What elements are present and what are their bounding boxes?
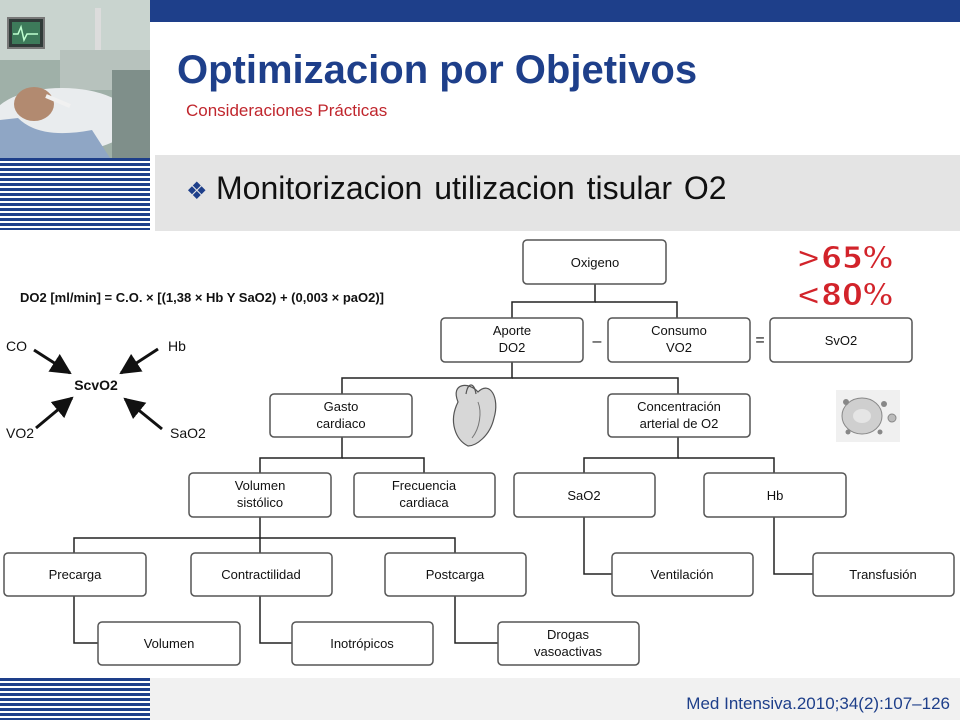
node-sao2 [514,473,655,517]
minus-operator: – [592,333,602,350]
node-oxigeno [523,240,666,284]
svg-text:Volumen: Volumen [143,636,195,651]
svg-text:Inotrópicos: Inotrópicos [330,636,394,651]
arrow-hb [121,349,158,373]
svg-text:sistólico: sistólico [236,495,284,510]
page-title: Optimizacion por Objetivos [177,48,698,92]
equals-operator: = [755,332,765,349]
svg-text:Volumen: Volumen [234,478,286,493]
node-consumo [608,318,750,362]
decorative-stripes-top [0,158,150,230]
oxygen-delivery-diagram [0,232,960,678]
node-postcarga [385,553,526,596]
diamond-bullet-icon: ❖ [186,178,208,205]
node-svo2 [770,318,912,362]
heart-icon [453,385,495,446]
svg-text:Postcarga: Postcarga [425,567,485,582]
red-blood-cells-icon [836,390,900,442]
node-precarga [4,553,146,596]
hb-input-label: Hb [168,338,186,354]
node-drogas-vasoactivas [498,622,639,665]
node-gasto-cardiaco [270,394,412,437]
bullet-text: Monitorizacion utilizacion tisular O2 [216,170,727,206]
svg-text:Gasto: Gasto [323,399,359,414]
vo2-input-label: VO2 [6,425,35,441]
do2-formula: DO2 [ml/min] = C.O. × [(1,38 × Hb Y SaO2) + (0,003 × paO2)] [20,290,385,305]
node-volumen [98,622,240,665]
arrow-vo2 [36,398,72,428]
page-subtitle: Consideraciones Prácticas [186,101,388,120]
svg-text:vasoactivas: vasoactivas [534,644,602,659]
icu-patient-photo [0,0,150,158]
node-inotropicos [292,622,433,665]
arrow-sao2 [125,399,162,429]
svg-text:Concentración: Concentración [637,399,721,414]
scvo2-label: ScvO2 [74,377,118,393]
svg-text:Aporte: Aporte [492,323,532,338]
node-hb [704,473,846,517]
svg-text:Hb: Hb [766,488,784,503]
svg-text:cardiaca: cardiaca [399,495,449,510]
target-low: <80% [796,278,893,313]
node-transfusion [813,553,954,596]
svg-text:Oxigeno: Oxigeno [570,255,620,270]
node-ventilacion [612,553,753,596]
svg-text:Drogas: Drogas [547,627,589,642]
node-contractilidad [191,553,332,596]
svg-text:VO2: VO2 [665,340,693,355]
co-label: CO [6,338,27,354]
svg-text:Ventilación: Ventilación [650,567,714,582]
svg-text:SaO2: SaO2 [567,488,601,503]
target-high: >65% [796,241,893,276]
sao2-input-label: SaO2 [170,425,206,441]
citation: Med Intensiva.2010;34(2):107–126 [686,694,950,713]
svg-text:DO2: DO2 [498,340,526,355]
svg-text:Contractilidad: Contractilidad [221,567,301,582]
arrow-co [34,350,70,373]
svg-text:Transfusión: Transfusión [849,567,917,582]
top-header-bar [150,0,960,22]
svg-text:Consumo: Consumo [651,323,707,338]
svg-text:Precarga: Precarga [48,567,102,582]
svg-text:arterial de O2: arterial de O2 [639,416,719,431]
svg-text:SvO2: SvO2 [824,333,858,348]
node-volumen-sistolico [189,473,331,517]
svg-text:Frecuencia: Frecuencia [391,478,457,493]
svg-text:cardiaco: cardiaco [316,416,366,431]
node-frecuencia [354,473,495,517]
decorative-stripes-bottom [0,678,150,720]
node-aporte [441,318,583,362]
node-concentracion [608,394,750,437]
scvo2-cross [6,338,206,441]
